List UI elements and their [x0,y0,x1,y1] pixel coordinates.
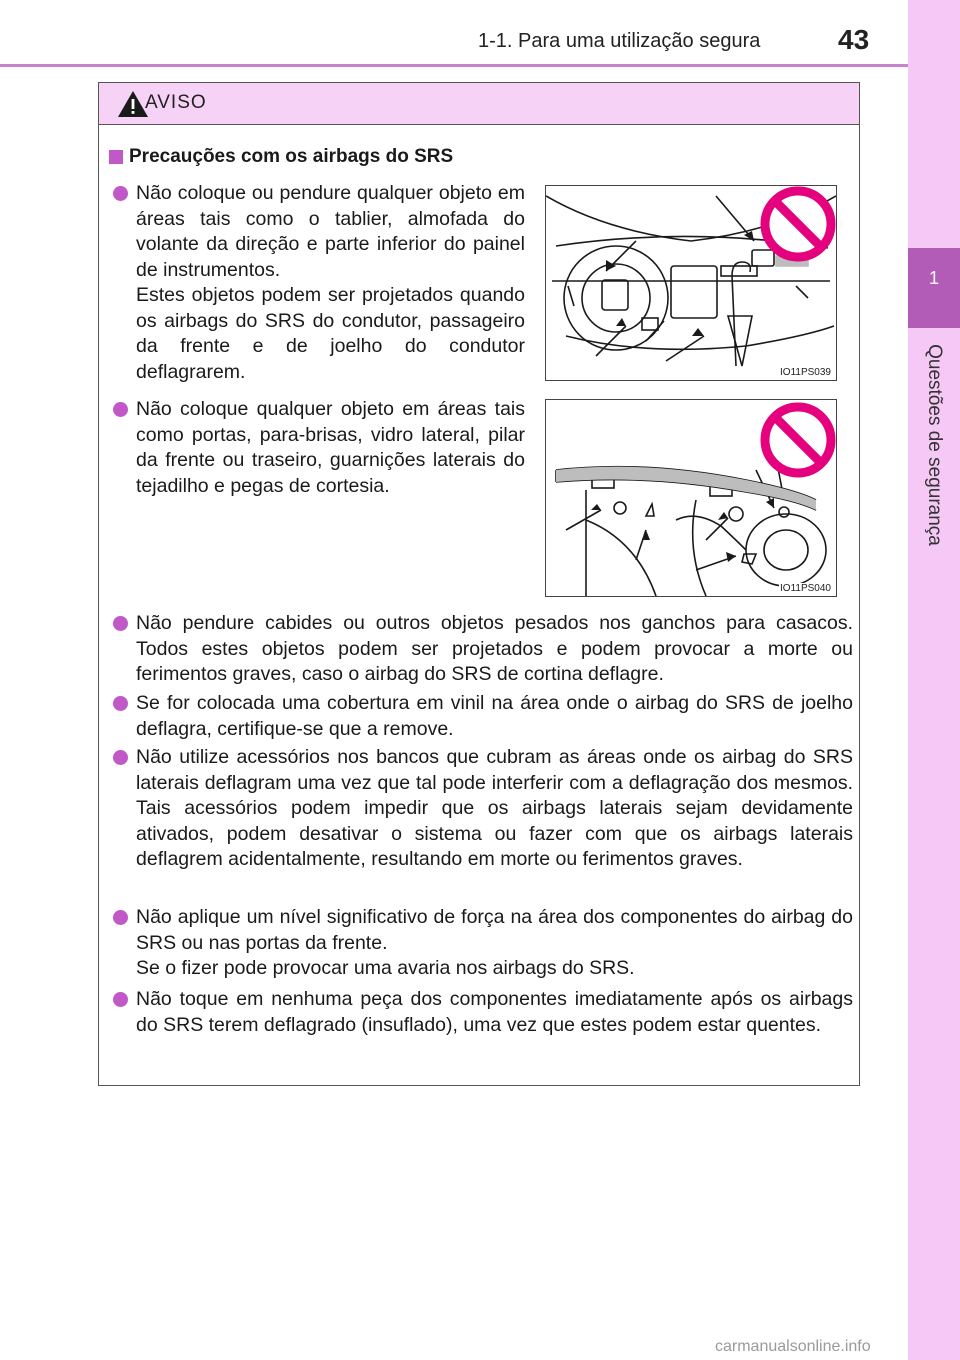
figure-code: IO11PS039 [780,367,831,378]
page-number: 43 [838,24,870,55]
list-item [113,181,525,385]
section-heading [109,146,453,168]
list-item [113,611,853,688]
item-text: Não aplique um nível significativo de força na área dos componentes do airbag do SRS ou nas portas da frente. [136,906,853,954]
list-item [113,397,525,499]
header-rule [0,64,908,67]
list-item [113,745,853,873]
item-text: Não pendure cabides ou outros objetos pesados nos ganchos para casacos. Todos estes objetos podem ser projetados e podem provocar a morte ou ferimentos graves, caso o airbag do SRS de cortina deflagre. [136,612,853,685]
round-bullet-icon [113,696,128,711]
round-bullet-icon [113,616,128,631]
list-item [113,905,853,982]
round-bullet-icon [113,186,128,201]
item-text: Não coloque ou pendure qualquer objeto em áreas tais como o tablier, almofada do volante da direção e parte inferior do painel de instrumentos. [136,182,525,281]
item-text: Não utilize acessórios nos bancos que cubram as áreas onde os airbag do SRS laterais deflagram uma vez que tal pode interferir com a deflagração dos mesmos. Tais acessórios podem impedir que os airbags laterais sejam devidamente ativados, podem desativar o sistema ou fazer com que os airbags laterais deflagrem acidentalmente, resultando em morte ou ferimentos graves. [136,746,853,870]
item-text: Se for colocada uma cobertura em vinil na área onde o airbag do SRS de joelho deflagra, certifique-se que a remove. [136,692,853,740]
list-item [113,691,853,742]
round-bullet-icon [113,402,128,417]
prohibition-sign-icon [765,191,831,257]
dashboard-drawing-icon [546,186,836,380]
item-text: Não coloque qualquer objeto em áreas tais como portas, para-brisas, vidro lateral, pilar da frente ou traseiro, guarnições laterais do tejadilho e pegas de cortesia. [136,398,525,497]
list-item [113,987,853,1038]
round-bullet-icon [113,910,128,925]
interior-drawing-icon [546,400,836,596]
interior-illustration [545,399,837,597]
round-bullet-icon [113,992,128,1007]
item-text: Se o fizer pode provocar uma avaria nos airbags do SRS. [136,957,635,979]
chapter-number: 1 [928,268,939,288]
prohibition-sign-icon [765,407,831,473]
watermark: carmanualsonline.info [715,1338,871,1355]
item-text: Não toque em nenhuma peça dos componentes imediatamente após os airbags do SRS terem deflagrado (insuflado), uma vez que estes podem estar quentes. [136,988,853,1036]
item-text: Estes objetos podem ser projetados quando os airbags do SRS do condutor, passageiro da frente e de joelho do condutor deflagrarem. [136,284,525,383]
square-bullet-icon [109,150,123,164]
chapter-side-tab [908,0,960,1360]
warning-title: AVISO [145,92,207,113]
warning-box [98,82,860,1086]
running-header: 1-1. Para uma utilização segura [478,30,761,52]
dashboard-illustration [545,185,837,381]
chapter-label: Questões de segurança [924,344,945,546]
section-heading-text: Precauções com os airbags do SRS [129,146,454,167]
warning-header [99,83,859,125]
round-bullet-icon [113,750,128,765]
figure-code: IO11PS040 [780,583,831,594]
